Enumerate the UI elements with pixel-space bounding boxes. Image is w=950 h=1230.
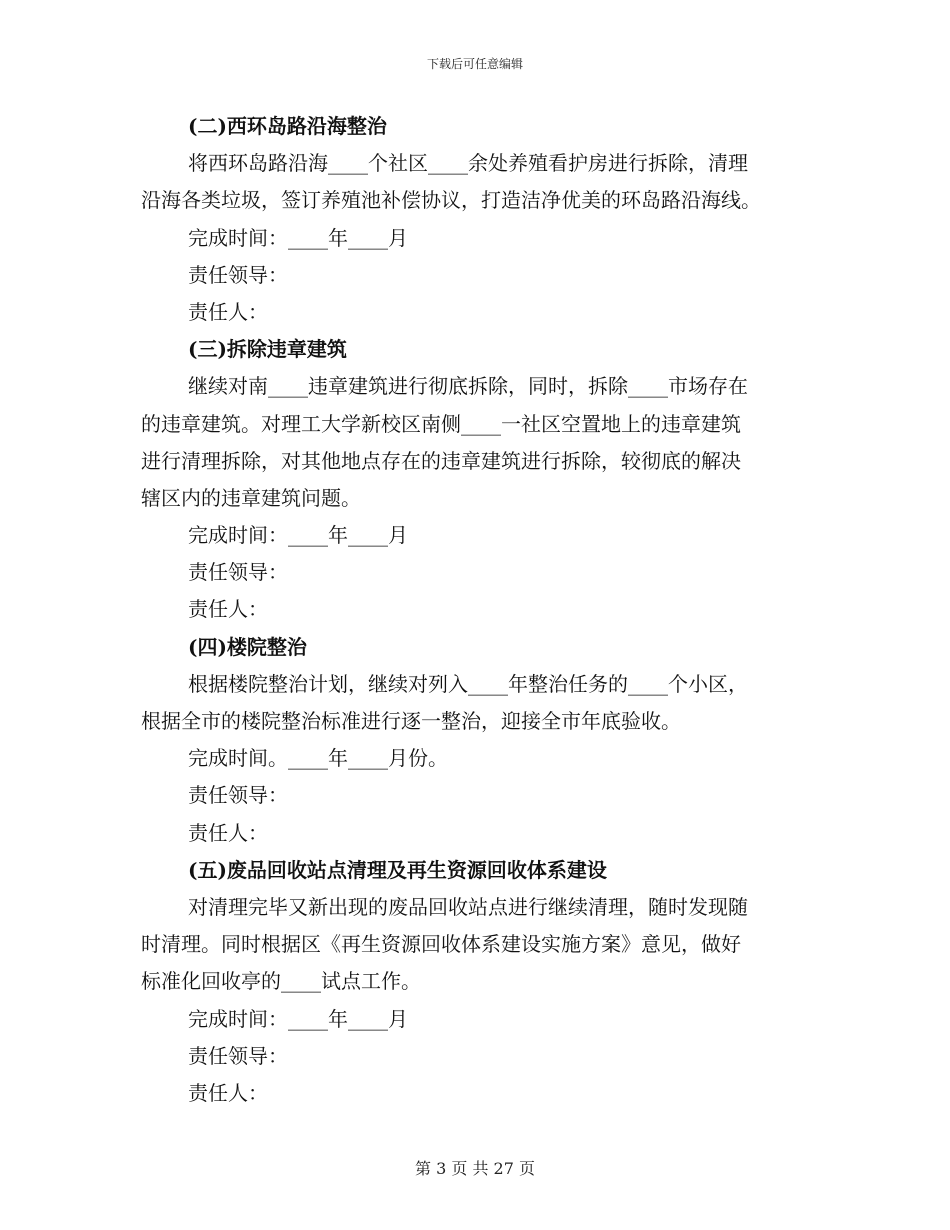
completion-time: 完成时间：____年____月 — [188, 523, 408, 548]
section-3 — [141, 331, 811, 629]
section-4 — [141, 629, 811, 852]
section-heading: (三)拆除违章建筑 — [188, 337, 347, 362]
paragraph-line: 继续对南____违章建筑进行彻底拆除，同时，拆除____市场存在 — [188, 374, 748, 399]
completion-time: 完成时间。____年____月份。 — [188, 746, 448, 771]
section-heading: (四)楼院整治 — [188, 634, 307, 659]
paragraph-line: 将西环岛路沿海____个社区____余处养殖看护房进行拆除，清理 — [188, 151, 748, 176]
responsible-leader: 责任领导： — [188, 783, 288, 808]
section-2 — [141, 108, 811, 331]
paragraph-line: 进行清理拆除，对其他地点存在的违章建筑进行拆除，较彻底的解决 — [141, 448, 741, 473]
section-heading: (五)废品回收站点清理及再生资源回收体系建设 — [188, 857, 607, 882]
responsible-leader: 责任领导： — [188, 560, 288, 585]
paragraph-line: 辖区内的违章建筑问题。 — [141, 485, 361, 510]
completion-time: 完成时间：____年____月 — [188, 225, 408, 250]
paragraph-line: 的违章建筑。对理工大学新校区南侧____一社区空置地上的违章建筑 — [141, 411, 741, 436]
paragraph-line: 标准化回收亭的____试点工作。 — [141, 969, 421, 994]
responsible-person: 责任人： — [188, 299, 268, 324]
paragraph-line: 沿海各类垃圾，签订养殖池补偿协议，打造洁净优美的环岛路沿海线。 — [141, 188, 761, 213]
responsible-person: 责任人： — [188, 820, 268, 845]
responsible-person: 责任人： — [188, 1080, 268, 1105]
section-5 — [141, 852, 811, 1112]
completion-time: 完成时间：____年____月 — [188, 1006, 408, 1031]
paragraph-line: 时清理。同时根据区《再生资源回收体系建设实施方案》意见，做好 — [141, 932, 741, 957]
responsible-leader: 责任领导： — [188, 1043, 288, 1068]
document-body — [141, 108, 811, 1112]
paragraph-line: 根据楼院整治计划，继续对列入____年整治任务的____个小区， — [188, 671, 748, 696]
section-heading: (二)西环岛路沿海整治 — [188, 114, 387, 138]
page-footer: 第 3 页 共 27 页 — [415, 1159, 535, 1178]
paragraph-line: 根据全市的楼院整治标准进行逐一整治，迎接全市年底验收。 — [141, 709, 681, 733]
responsible-person: 责任人： — [188, 597, 268, 622]
page-header: 下载后可任意编辑 — [426, 57, 523, 71]
paragraph-line: 对清理完毕又新出现的废品回收站点进行继续清理，随时发现随 — [188, 894, 748, 919]
responsible-leader: 责任领导： — [188, 262, 288, 287]
